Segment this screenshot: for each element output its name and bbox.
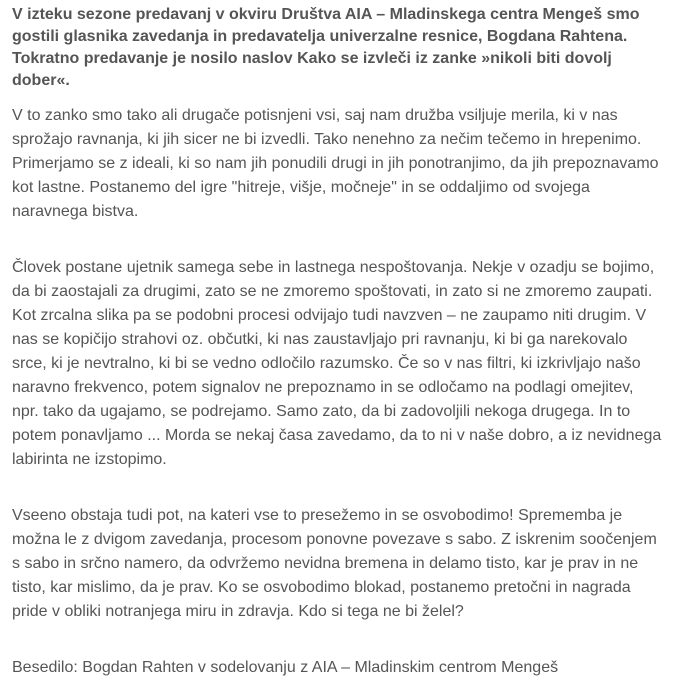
article-paragraph-2: Človek postane ujetnik samega sebe in lastnega nespoštovanja. Nekje v ozadju se bojimo, da bi zaostajali za drugimi, zato se ne zmoremo spoštovati, in zato si ne zmoremo zaupati. Kot zrcalna slika pa se podobni procesi odvijajo tudi navzven – ne zaupamo niti drugim. V nas se kopičijo strahovi oz. občutki, ki nas zaustavljajo pri ravnanju, ki bi ga narekovalo srce, ki je nevtralno, ki bi se vedno odločilo razumsko. Če so v nas filtri, ki izkrivljajo našo naravno frekvenco, potem signalov ne prepoznamo in se odločamo na podlagi omejitev, npr. tako da ugajamo, se podrejamo. Samo zato, da bi zadovoljili nekoga drugega. In to potem ponavljamo ... Morda se nekaj časa zavedamo, da to ni v naše dobro, a iz nevidnega labirinta ne izstopimo. [12,259,662,468]
article-paragraph-1: V to zanko smo tako ali drugače potisnjeni vsi, saj nam družba vsiljuje merila, ki v nas sprožajo ravnanja, ki jih sicer ne bi izvedli. Tako nenehno za nečim tečemo in hrepenimo. Primerjamo se z ideali, ki so nam jih ponudili drugi in jih ponotranjimo, da jih prepoznavamo kot lastne. Postanemo del igre "hitreje, višje, močneje" in se oddaljimo od svojega naravnega bistva. [12,107,659,220]
article-credit: Besedilo: Bogdan Rahten v sodelovanju z AIA – Mladinskim centrom Mengeš [12,659,559,676]
article-body [12,4,664,680]
article-paragraph-3: Vseeno obstaja tudi pot, na kateri vse to presežemo in se osvobodimo! Sprememba je možna le z dvigom zavedanja, procesom ponovne povezave s sabo. Z iskrenim soočenjem s sabo in srčno namero, da odvržemo nevidna bremena in delamo tisto, kar je prav in ne tisto, kar mislimo, da je prav. Ko se osvobodimo blokad, postanemo pretočni in nagrada pride v obliki notranjega miru in zdravja. Kdo si tega ne bi želel? [12,507,657,620]
article-lead: V izteku sezone predavanj v okviru Društva AIA – Mladinskega centra Mengeš smo gostili glasnika zavedanja in predavatelja univerzalne resnice, Bogdana Rahtena. Tokratno predavanje je nosilo naslov Kako se izvleči iz zanke »nikoli biti dovolj dober«. [12,6,640,89]
